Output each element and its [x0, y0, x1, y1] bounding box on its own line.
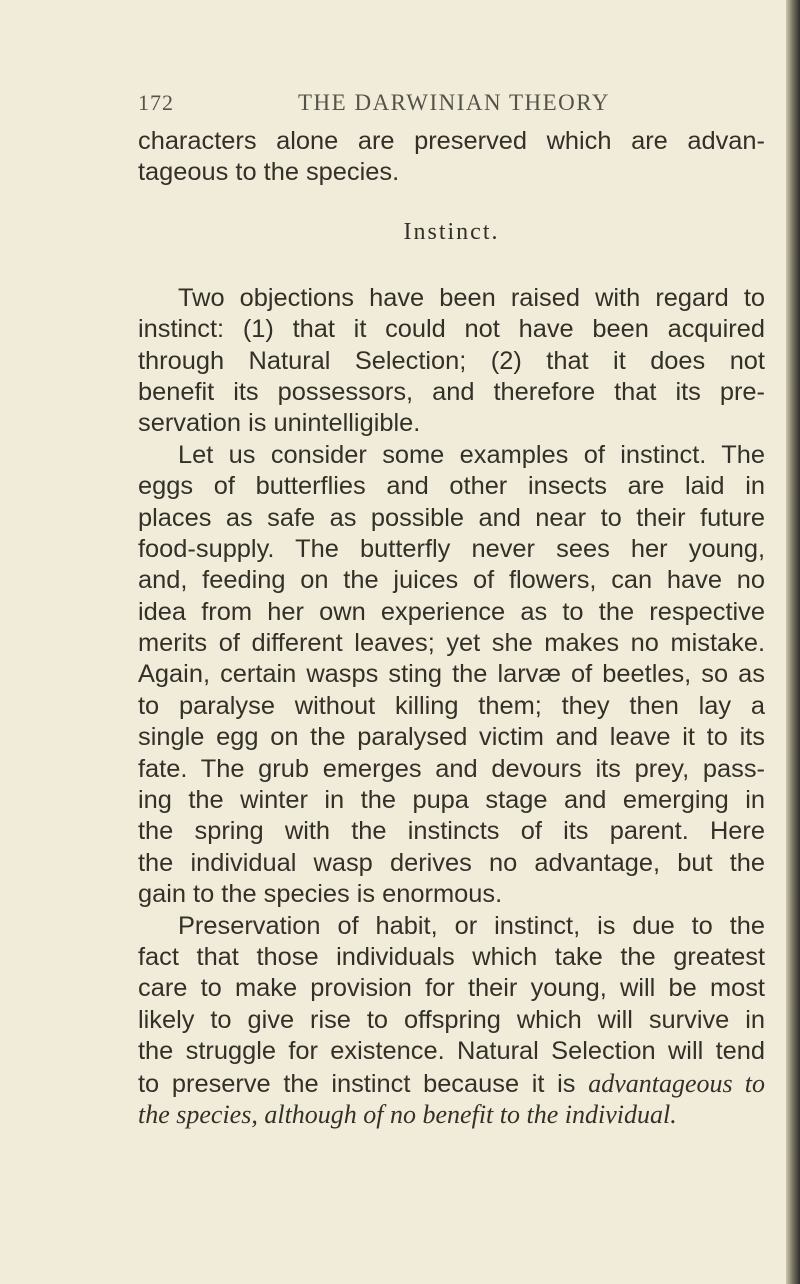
- text-line: single egg on the paralysed victim and leave it to its: [138, 723, 765, 752]
- text-line: eggs of butterflies and other insects are laid in: [138, 472, 765, 501]
- text-line: the individual wasp derives no advantage, but the: [138, 848, 765, 877]
- text-line: servation is unintelligible.: [138, 409, 421, 438]
- page-edge-shadow: [786, 0, 800, 1284]
- text-line: fate. The grub emerges and devours its prey, pass-: [138, 754, 765, 783]
- text-line: benefit its possessors, and therefore that its pre-: [138, 377, 765, 406]
- paragraph-1: [138, 283, 765, 440]
- text-line: ing the winter in the pupa stage and emerging in: [138, 786, 765, 815]
- text-line: the spring with the instincts of its parent. Here: [138, 817, 765, 846]
- text-line: Let us consider some examples of instinct. The: [178, 440, 765, 469]
- paragraph-3: [138, 911, 765, 1131]
- text-run: to preserve the instinct because it is: [138, 1069, 576, 1098]
- section-heading: Instinct.: [403, 218, 500, 245]
- text-line: likely to give rise to offspring which will survive in: [138, 1005, 765, 1034]
- italic-line: the species, although of no benefit to the individual.: [138, 1099, 677, 1129]
- text-line: tageous to the species.: [138, 158, 400, 187]
- text-line: to paralyse without killing them; they then lay a: [138, 691, 765, 720]
- body-text: [138, 126, 765, 1130]
- text-line: places as safe as possible and near to their future: [138, 503, 765, 532]
- italic-run: advantageous to: [588, 1068, 765, 1098]
- text-line: merits of different leaves; yet she makes no mistake.: [138, 629, 765, 658]
- text-line-mixed: [138, 1068, 765, 1099]
- text-line: Preservation of habit, or instinct, is due to the: [178, 911, 765, 940]
- text-line: fact that those individuals which take the greatest: [138, 942, 765, 971]
- text-line: Again, certain wasps sting the larvæ of beetles, so as: [138, 660, 765, 689]
- text-line: gain to the species is enormous.: [138, 880, 503, 909]
- text-line: food-supply. The butterfly never sees her young,: [138, 534, 765, 563]
- text-line: the struggle for existence. Natural Selection will tend: [138, 1037, 765, 1066]
- text-line: care to make provision for their young, will be most: [138, 974, 765, 1003]
- text-line: Two objections have been raised with regard to: [178, 283, 765, 312]
- text-line: idea from her own experience as to the respective: [138, 597, 765, 626]
- text-line: instinct: (1) that it could not have been acquired: [138, 315, 765, 344]
- running-title: THE DARWINIAN THEORY: [298, 90, 610, 115]
- paragraph-2: [138, 440, 765, 911]
- running-head: [138, 88, 763, 122]
- page-number: 172: [138, 90, 174, 115]
- text-line: characters alone are preserved which are advan-: [138, 127, 765, 155]
- text-line: through Natural Selection; (2) that it does not: [138, 346, 765, 375]
- text-line: and, feeding on the juices of flowers, can have no: [138, 566, 765, 595]
